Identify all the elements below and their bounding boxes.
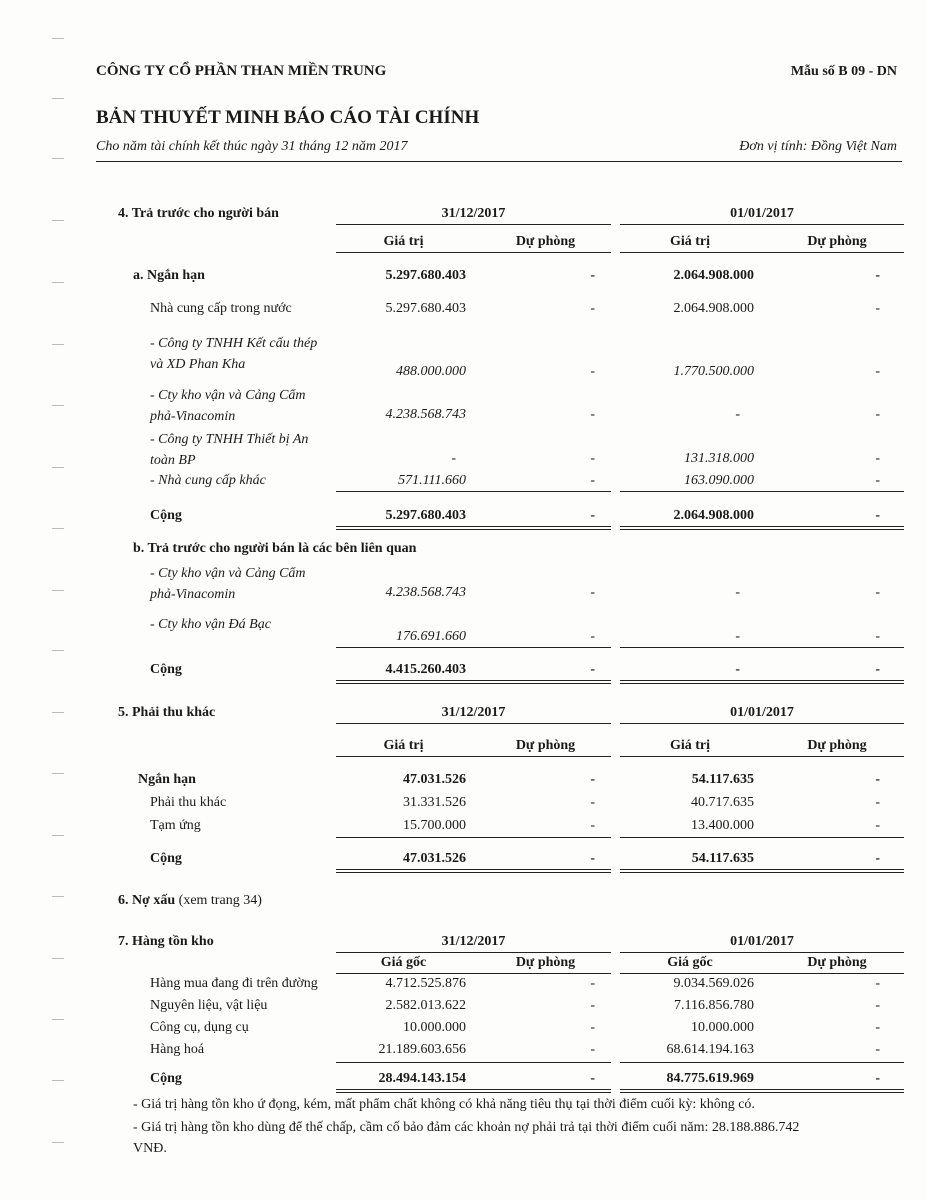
column-date-2: 01/01/2017 xyxy=(730,705,794,720)
cell-provision: - xyxy=(875,851,880,866)
cell-provision: - xyxy=(875,268,880,283)
rule xyxy=(336,491,611,492)
cell-provision: - xyxy=(875,818,880,833)
rule xyxy=(336,526,611,530)
section-6-bad-debt xyxy=(118,893,262,909)
rule xyxy=(620,1062,904,1063)
cell-provision: - xyxy=(875,364,880,379)
row-label: - Công ty TNHH Thiết bị An toàn BP xyxy=(150,432,309,468)
rule xyxy=(336,756,611,757)
column-cost-2: Giá gốc xyxy=(667,955,713,970)
cell-value: 28.494.143.154 xyxy=(378,1071,466,1086)
rule xyxy=(620,723,904,724)
company-name: CÔNG TY CỔ PHẦN THAN MIỀN TRUNG xyxy=(96,63,387,79)
section-number: 6. xyxy=(118,893,129,908)
cell-value: 47.031.526 xyxy=(403,851,466,866)
cell-value: 2.064.908.000 xyxy=(673,301,754,316)
cell-value: 13.400.000 xyxy=(691,818,754,833)
cell-value: - xyxy=(451,451,456,466)
cell-provision: - xyxy=(590,1020,595,1035)
column-value-2: Giá trị xyxy=(669,738,711,753)
cell-provision: - xyxy=(590,508,595,523)
cell-value: 84.775.619.969 xyxy=(666,1071,754,1086)
rule xyxy=(620,224,904,225)
cell-provision: - xyxy=(875,1042,880,1057)
row-label: Nhà cung cấp trong nước xyxy=(150,301,292,316)
cell-value: 31.331.526 xyxy=(403,795,466,810)
cell-provision: - xyxy=(875,976,880,991)
cell-provision: - xyxy=(875,451,880,466)
rule xyxy=(620,491,904,492)
column-value-1: Giá trị xyxy=(383,738,424,753)
cell-value: 163.090.000 xyxy=(684,473,754,488)
cell-provision: - xyxy=(875,508,880,523)
rule xyxy=(336,869,611,873)
cell-provision: - xyxy=(590,268,595,283)
cell-provision: - xyxy=(590,851,595,866)
row-label: - Cty kho vận và Cảng Cẩm phả-Vinacomin xyxy=(150,566,306,602)
cell-provision: - xyxy=(590,976,595,991)
cell-provision: - xyxy=(590,795,595,810)
cell-value: 5.297.680.403 xyxy=(385,508,466,523)
cell-provision: - xyxy=(590,473,595,488)
column-date-1: 31/12/2017 xyxy=(441,934,506,949)
column-cost-1: Giá gốc xyxy=(380,955,427,970)
cell-value: 4.712.525.876 xyxy=(385,976,466,991)
cell-value: 15.700.000 xyxy=(403,818,466,833)
row-label: Ngắn hạn xyxy=(138,772,196,787)
column-date-1: 31/12/2017 xyxy=(441,705,506,720)
column-date-2: 01/01/2017 xyxy=(730,206,794,221)
rule xyxy=(620,1089,904,1093)
inventory-note-2-continued: VNĐ. xyxy=(133,1141,167,1156)
cell-provision: - xyxy=(875,1020,880,1035)
document-title: BẢN THUYẾT MINH BÁO CÁO TÀI CHÍNH xyxy=(96,107,480,128)
form-number: Mẫu số B 09 - DN xyxy=(790,64,897,79)
row-label: Cộng xyxy=(150,662,182,677)
rule xyxy=(620,756,904,757)
cell-provision: - xyxy=(875,998,880,1013)
cell-value: 5.297.680.403 xyxy=(385,268,466,283)
rule xyxy=(620,952,904,953)
cell-provision: - xyxy=(590,585,595,600)
row-label: - Công ty TNHH Kết cấu thép và XD Phan Kha xyxy=(150,336,318,372)
cell-value: 2.064.908.000 xyxy=(673,268,754,283)
cell-value: - xyxy=(735,662,740,677)
cell-value: 54.117.635 xyxy=(691,851,754,866)
cell-provision: - xyxy=(875,407,880,422)
rule xyxy=(620,647,904,648)
cell-provision: - xyxy=(875,629,880,644)
cell-value: 10.000.000 xyxy=(691,1020,754,1035)
header-rule xyxy=(96,161,902,162)
cell-value: 21.189.603.656 xyxy=(378,1042,466,1057)
rule xyxy=(336,837,611,838)
rule xyxy=(336,647,611,648)
inventory-note-1: - Giá trị hàng tồn kho ứ đọng, kém, mất phẩm chất không có khả năng tiêu thụ tại thời điểm cuối kỳ: không có. xyxy=(133,1097,755,1112)
cell-value: - xyxy=(735,629,740,644)
cell-value: - xyxy=(735,585,740,600)
rule xyxy=(620,526,904,530)
row-label: Phải thu khác xyxy=(150,795,227,810)
cell-value: 9.034.569.026 xyxy=(673,976,754,991)
cell-provision: - xyxy=(590,1071,595,1086)
rule xyxy=(620,869,904,873)
column-provision-1: Dự phòng xyxy=(515,955,576,970)
cell-value: 54.117.635 xyxy=(691,772,754,787)
rule xyxy=(336,952,611,953)
section-title: Nợ xấu xyxy=(132,893,176,908)
cell-provision: - xyxy=(875,772,880,787)
currency-unit: Đơn vị tính: Đồng Việt Nam xyxy=(739,139,897,154)
rule xyxy=(336,1089,611,1093)
rule xyxy=(336,224,611,225)
cell-value: 1.770.500.000 xyxy=(673,364,754,379)
section-title: 4. Trả trước cho người bán xyxy=(118,206,279,221)
inventory-note-2: - Giá trị hàng tồn kho dùng để thế chấp, cầm cố bảo đảm các khoản nợ phải trả tại thời điểm cuối năm: 28.188.886.742 xyxy=(133,1120,800,1135)
column-provision-2: Dự phòng xyxy=(807,955,867,970)
section-title: 7. Hàng tồn kho xyxy=(118,934,214,949)
page-reference: (xem trang 34) xyxy=(178,893,262,908)
cell-provision: - xyxy=(590,301,595,316)
column-value-1: Giá trị xyxy=(383,234,424,249)
row-label: - Cty kho vận và Cảng Cẩm phả-Vinacomin xyxy=(150,388,306,424)
cell-provision: - xyxy=(875,662,880,677)
cell-value: 131.318.000 xyxy=(684,451,754,466)
cell-value: 2.064.908.000 xyxy=(673,508,754,523)
cell-value: 4.238.568.743 xyxy=(385,585,466,600)
row-label: - Nhà cung cấp khác xyxy=(150,473,266,488)
rule xyxy=(336,680,611,684)
rule xyxy=(620,252,904,253)
cell-value: 4.238.568.743 xyxy=(385,407,466,422)
row-label: Tạm ứng xyxy=(150,818,201,833)
row-label: - Cty kho vận Đá Bạc xyxy=(150,617,271,632)
cell-value: 7.116.856.780 xyxy=(674,998,754,1013)
cell-value: - xyxy=(735,407,740,422)
column-value-2: Giá trị xyxy=(669,234,711,249)
row-label: a. Ngắn hạn xyxy=(133,268,205,283)
row-label: Cộng xyxy=(150,508,182,523)
row-label: Cộng xyxy=(150,1071,182,1086)
period-text: Cho năm tài chính kết thúc ngày 31 tháng 12 năm 2017 xyxy=(96,139,408,154)
cell-value: 2.582.013.622 xyxy=(385,998,466,1013)
row-label: b. Trả trước cho người bán là các bên liên quan xyxy=(133,541,417,556)
column-provision-1: Dự phòng xyxy=(515,738,576,753)
column-date-1: 31/12/2017 xyxy=(441,206,506,221)
rule xyxy=(620,973,904,974)
column-provision-2: Dự phòng xyxy=(807,234,867,249)
cell-provision: - xyxy=(590,662,595,677)
cell-provision: - xyxy=(590,451,595,466)
cell-value: 68.614.194.163 xyxy=(666,1042,754,1057)
rule xyxy=(336,973,611,974)
rule xyxy=(336,723,611,724)
cell-provision: - xyxy=(875,585,880,600)
row-label: Hàng hoá xyxy=(150,1042,205,1057)
cell-provision: - xyxy=(590,772,595,787)
cell-provision: - xyxy=(590,364,595,379)
rule xyxy=(336,252,611,253)
cell-value: 176.691.660 xyxy=(396,629,466,644)
section-title: 5. Phải thu khác xyxy=(118,705,216,720)
column-date-2: 01/01/2017 xyxy=(730,934,794,949)
cell-value: 571.111.660 xyxy=(398,473,466,488)
row-label: Cộng xyxy=(150,851,182,866)
rule xyxy=(620,680,904,684)
cell-value: 4.415.260.403 xyxy=(385,662,466,677)
cell-provision: - xyxy=(875,1071,880,1086)
cell-value: 488.000.000 xyxy=(396,364,466,379)
cell-provision: - xyxy=(590,629,595,644)
cell-provision: - xyxy=(590,998,595,1013)
cell-provision: - xyxy=(590,818,595,833)
cell-value: 10.000.000 xyxy=(403,1020,466,1035)
cell-provision: - xyxy=(875,473,880,488)
cell-provision: - xyxy=(590,407,595,422)
column-provision-2: Dự phòng xyxy=(807,738,867,753)
cell-provision: - xyxy=(875,301,880,316)
row-label: Hàng mua đang đi trên đường xyxy=(150,976,318,991)
row-label: Công cụ, dụng cụ xyxy=(150,1020,249,1035)
rule xyxy=(336,1062,611,1063)
cell-provision: - xyxy=(875,795,880,810)
column-provision-1: Dự phòng xyxy=(515,234,576,249)
row-label: Nguyên liệu, vật liệu xyxy=(150,998,268,1013)
cell-value: 47.031.526 xyxy=(403,772,466,787)
rule xyxy=(620,837,904,838)
cell-value: 40.717.635 xyxy=(691,795,754,810)
cell-value: 5.297.680.403 xyxy=(385,301,466,316)
cell-provision: - xyxy=(590,1042,595,1057)
